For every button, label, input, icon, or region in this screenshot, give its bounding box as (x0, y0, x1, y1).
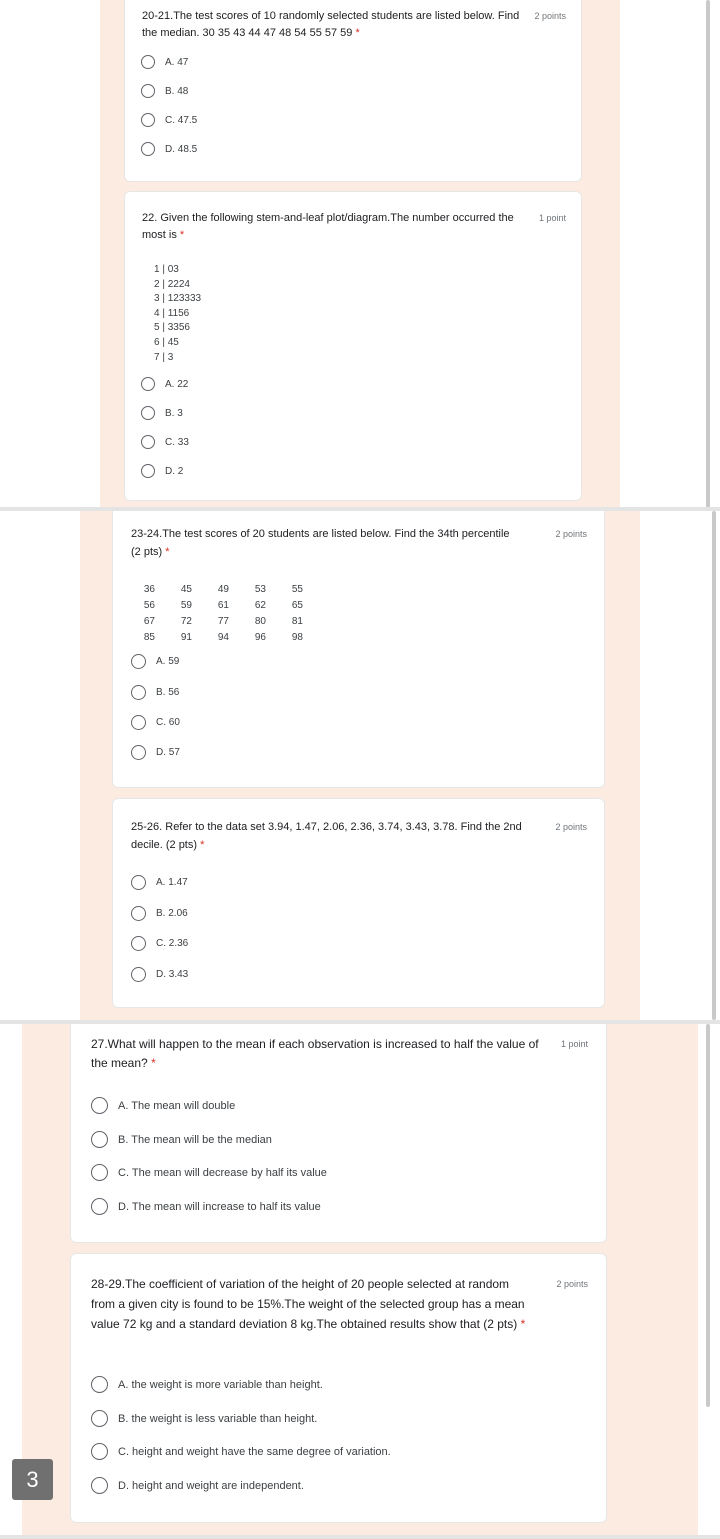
stem-row: 6 | 45 (154, 336, 179, 348)
score-cell: 77 (217, 616, 229, 627)
question-title: 25-26. Refer to the data set 3.94, 1.47, 2.06, 2.36, 3.74, 3.43, 3.78. Find the 2nd decile. (2 pts) * (131, 821, 522, 851)
option-label: A. the weight is more variable than height. (118, 1378, 323, 1391)
option-label: A. 47 (165, 56, 189, 68)
points-label: 2 points (534, 11, 566, 21)
score-cell: 62 (254, 600, 266, 611)
radio-button[interactable] (91, 1477, 108, 1494)
stem-row: 2 | 2224 (154, 278, 190, 290)
required-asterisk: * (151, 1056, 156, 1070)
radio-button[interactable] (141, 377, 155, 391)
option-b[interactable] (141, 84, 188, 98)
option-label: D. 3.43 (156, 969, 189, 980)
radio-button[interactable] (131, 745, 146, 760)
stem-leaf-plot (154, 263, 201, 365)
option-d[interactable] (141, 142, 197, 156)
score-cell: 36 (143, 584, 155, 595)
score-cell: 98 (291, 632, 303, 643)
radio-button[interactable] (141, 406, 155, 420)
option-c[interactable] (141, 435, 189, 449)
option-label: B. 56 (156, 687, 180, 698)
score-cell: 45 (180, 584, 192, 595)
radio-button[interactable] (91, 1410, 108, 1427)
score-cell: 59 (180, 600, 192, 611)
points-label: 2 points (555, 822, 587, 832)
screenshot-divider (0, 1535, 720, 1539)
option-label: A. 1.47 (156, 877, 188, 888)
option-label: D. 57 (156, 747, 180, 758)
score-cell: 72 (180, 616, 192, 627)
radio-button[interactable] (91, 1164, 108, 1181)
question-card-20-21 (124, 0, 582, 182)
scrollbar[interactable] (706, 0, 710, 508)
stem-row: 7 | 3 (154, 351, 174, 363)
option-a[interactable] (91, 1097, 235, 1114)
question-title: 22. Given the following stem-and-leaf plot/diagram.The number occurred the most is * (142, 212, 514, 241)
option-label: B. 48 (165, 85, 189, 97)
stem-row: 3 | 123333 (154, 293, 202, 305)
page-number-badge: 3 (12, 1459, 53, 1500)
option-d[interactable] (91, 1477, 304, 1494)
points-label: 2 points (555, 529, 587, 539)
option-label: C. 33 (165, 436, 189, 448)
option-label: D. The mean will increase to half its value (118, 1200, 321, 1213)
option-label: D. 2 (165, 465, 184, 477)
score-cell: 61 (217, 600, 229, 611)
option-c[interactable] (141, 113, 197, 127)
option-label: D. 48.5 (165, 143, 198, 155)
score-cell: 80 (254, 616, 266, 627)
stem-row: 5 | 3356 (154, 322, 190, 334)
question-card-27 (70, 1024, 607, 1243)
stem-row: 4 | 1156 (154, 307, 190, 319)
question-title: 28-29.The coefficient of variation of the height of 20 people selected at random from a given city is found to be 15%.The weight of the selected group has a mean value 72 kg and a standard deviation 8 kg.The obtained results show that (2 pts) * (91, 1277, 526, 1331)
points-label: 1 point (538, 213, 566, 223)
score-table (118, 582, 303, 646)
score-cell: 49 (217, 584, 229, 595)
points-label: 2 points (556, 1279, 588, 1289)
radio-button[interactable] (91, 1131, 108, 1148)
option-a[interactable] (141, 377, 188, 391)
required-asterisk: * (179, 229, 185, 241)
required-asterisk: * (200, 839, 205, 851)
option-c[interactable] (91, 1164, 327, 1181)
score-cell: 55 (291, 584, 303, 595)
radio-button[interactable] (91, 1443, 108, 1460)
option-c[interactable] (131, 936, 188, 951)
option-label: C. 2.36 (156, 938, 189, 949)
score-cell: 96 (254, 632, 266, 643)
option-label: B. 3 (165, 407, 183, 419)
radio-button[interactable] (131, 936, 146, 951)
points-label: 1 point (560, 1039, 588, 1049)
radio-button[interactable] (141, 113, 155, 127)
score-cell: 81 (291, 616, 303, 627)
option-c[interactable] (91, 1443, 391, 1460)
radio-button[interactable] (131, 906, 146, 921)
score-cell: 67 (143, 616, 155, 627)
radio-button[interactable] (131, 875, 146, 890)
score-cell: 53 (254, 584, 266, 595)
option-label: C. height and weight have the same degree of variation. (118, 1445, 391, 1458)
scrollbar[interactable] (712, 511, 716, 1020)
required-asterisk: * (165, 546, 170, 558)
option-b[interactable] (141, 406, 183, 420)
radio-button[interactable] (141, 142, 155, 156)
score-cell: 85 (143, 632, 155, 643)
option-label: A. 59 (156, 656, 180, 667)
radio-button[interactable] (131, 654, 146, 669)
score-cell: 91 (180, 632, 192, 643)
question-card-25-26 (112, 798, 605, 1008)
stem-row: 1 | 03 (154, 264, 179, 275)
option-d[interactable] (131, 745, 180, 760)
radio-button[interactable] (141, 84, 155, 98)
option-b[interactable] (131, 685, 179, 700)
radio-button[interactable] (91, 1198, 108, 1215)
radio-button[interactable] (91, 1097, 108, 1114)
radio-button[interactable] (91, 1376, 108, 1393)
question-card-22 (124, 191, 582, 501)
radio-button[interactable] (131, 685, 146, 700)
option-a[interactable] (141, 55, 188, 69)
radio-button[interactable] (131, 967, 146, 982)
score-cell: 56 (143, 600, 155, 611)
option-a[interactable] (131, 654, 179, 669)
score-cell: 65 (291, 600, 303, 611)
required-asterisk: * (355, 27, 360, 39)
question-card-23-24 (112, 511, 605, 788)
screenshot-section-3 (0, 1024, 720, 1535)
option-b[interactable] (91, 1131, 272, 1148)
radio-button[interactable] (141, 55, 155, 69)
option-d[interactable] (91, 1198, 321, 1215)
screenshot-section-2 (0, 511, 720, 1020)
option-label: A. 22 (165, 378, 189, 390)
radio-button[interactable] (141, 464, 155, 478)
option-a[interactable] (91, 1376, 323, 1393)
option-label: B. The mean will be the median (118, 1133, 272, 1146)
option-b[interactable] (131, 906, 188, 921)
question-title: 27.What will happen to the mean if each observation is increased to half the value of the mean? * (91, 1037, 539, 1070)
option-c[interactable] (131, 715, 180, 730)
radio-button[interactable] (131, 715, 146, 730)
scrollbar[interactable] (706, 1024, 710, 1407)
question-card-28-29 (70, 1253, 607, 1523)
required-asterisk: * (520, 1317, 526, 1331)
option-a[interactable] (131, 875, 188, 890)
question-title: 23-24.The test scores of 20 students are listed below. Find the 34th percentile (2 pts) * (131, 528, 510, 558)
option-label: D. height and weight are independent. (118, 1479, 304, 1492)
question-title: 20-21.The test scores of 10 randomly selected students are listed below. Find the median. 30 35 43 44 47 48 54 55 57 59 * (142, 10, 520, 39)
option-d[interactable] (131, 967, 188, 982)
option-b[interactable] (91, 1410, 317, 1427)
option-label: C. 60 (156, 717, 180, 728)
screenshot-section-1 (0, 0, 720, 508)
score-cell: 94 (217, 632, 229, 643)
option-label: C. The mean will decrease by half its value (118, 1166, 327, 1179)
option-label: B. 2.06 (156, 908, 188, 919)
option-label: C. 47.5 (165, 114, 198, 126)
radio-button[interactable] (141, 435, 155, 449)
option-label: B. the weight is less variable than height. (118, 1412, 318, 1425)
option-d[interactable] (141, 464, 183, 478)
option-label: A. The mean will double (118, 1099, 236, 1112)
